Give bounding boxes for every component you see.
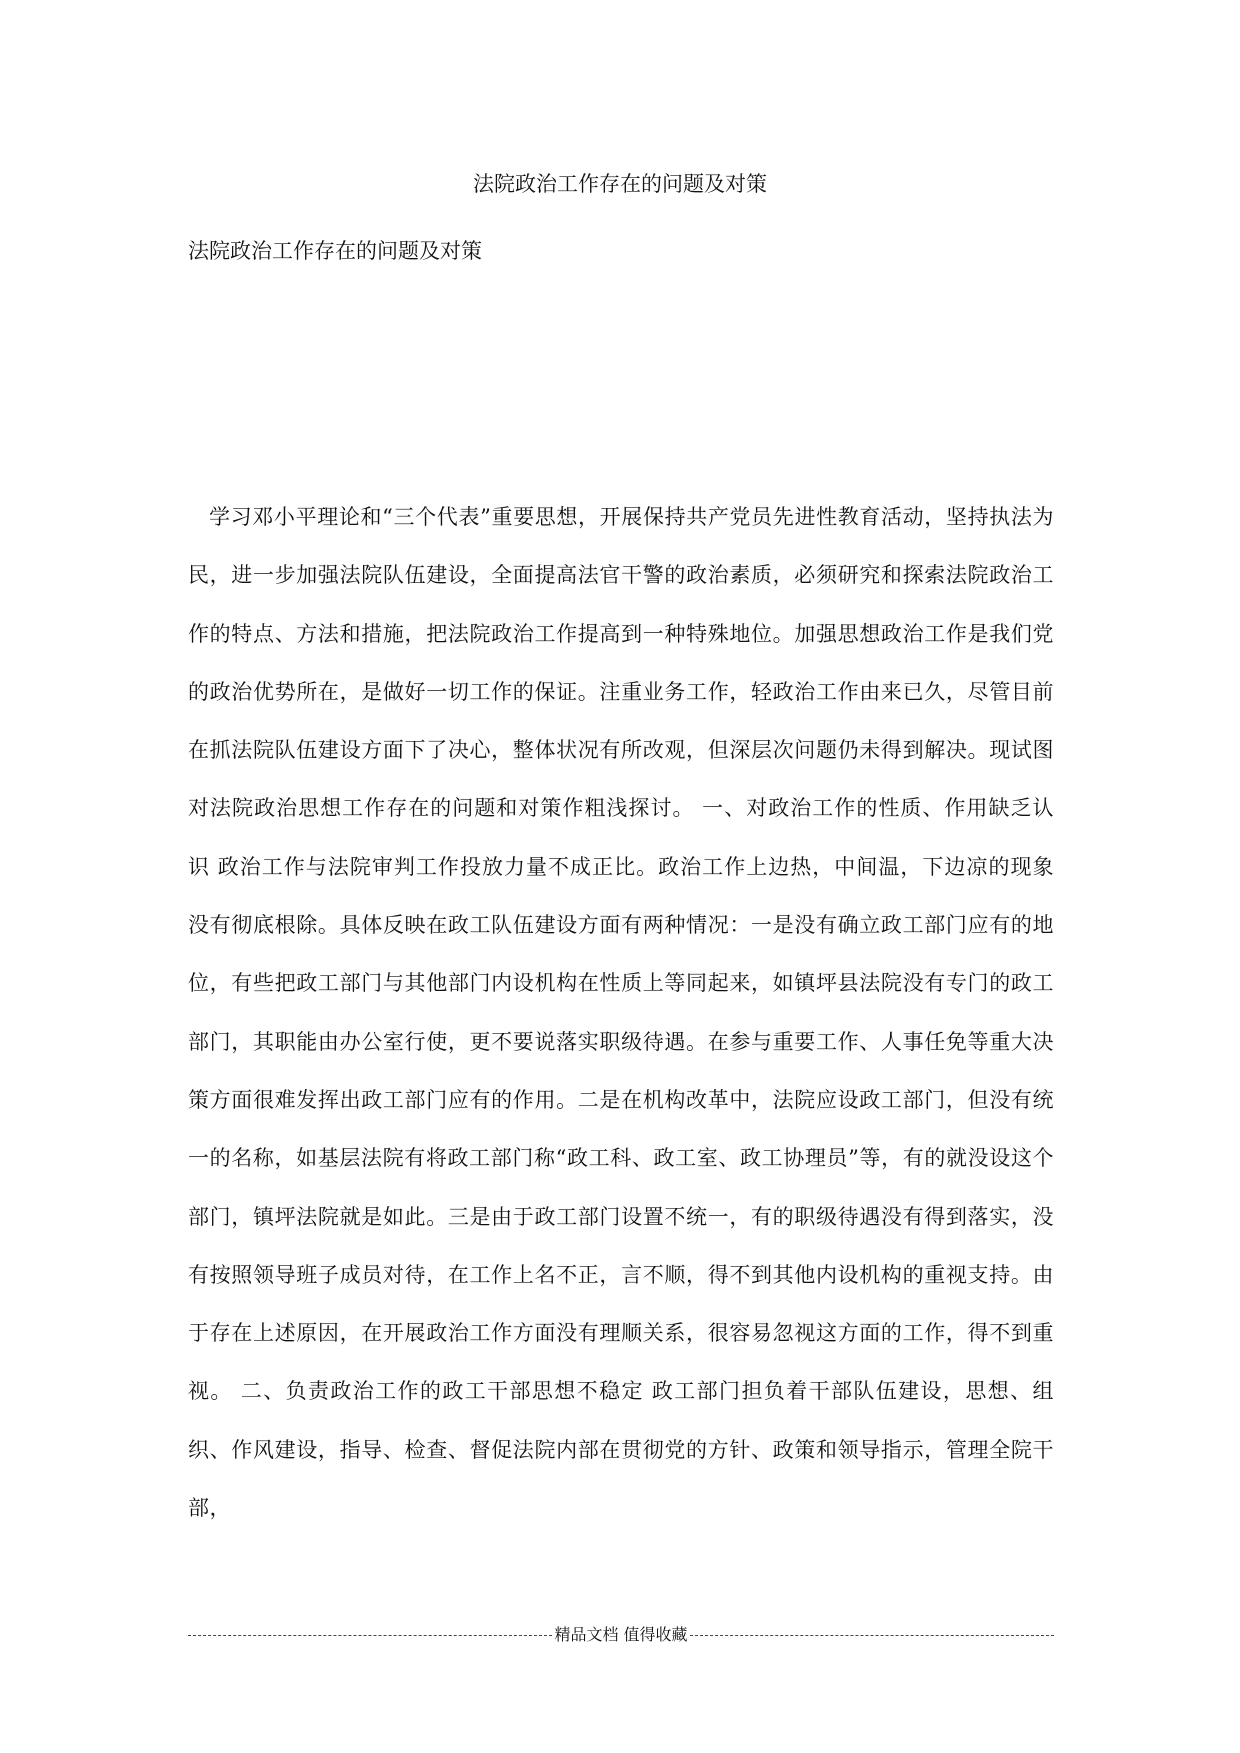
footer-divider-left	[188, 1635, 552, 1636]
page-footer	[188, 1625, 1054, 1645]
page-title: 法院政治工作存在的问题及对策	[473, 172, 767, 196]
body-paragraph: 学习邓小平理论和“三个代表”重要思想，开展保持共产党员先进性教育活动，坚持执法为民，进一步加强法院队伍建设，全面提高法官干警的政治素质，必须研究和探索法院政治工作的特点、方法和措施，把法院政治工作提高到一种特殊地位。加强思想政治工作是我们党的政治优势所在，是做好一切工作的保证。注重业务工作，轻政治工作由来已久，尽管目前在抓法院队伍建设方面下了决心，整体状况有所改观，但深层次问题仍未得到解决。现试图对法院政治思想工作存在的问题和对策作粗浅探讨。 一、对政治工作的性质、作用缺乏认识 政治工作与法院审判工作投放力量不成正比。政治工作上边热，中间温，下边凉的现象没有彻底根除。具体反映在政工队伍建设方面有两种情况：一是没有确立政工部门应有的地位，有些把政工部门与其他部门内设机构在性质上等同起来，如镇坪县法院没有专门的政工部门，其职能由办公室行使，更不要说落实职级待遇。在参与重要工作、人事任免等重大决策方面很难发挥出政工部门应有的作用。二是在机构改革中，法院应设政工部门，但没有统一的名称，如基层法院有将政工部门称“政工科、政工室、政工协理员”等，有的就没设这个部门，镇坪法院就是如此。三是由于政工部门设置不统一，有的职级待遇没有得到落实，没有按照领导班子成员对待，在工作上名不正，言不顺，得不到其他内设机构的重视支持。由于存在上述原因，在开展政治工作方面没有理顺关系，很容易忽视这方面的工作，得不到重视。 二、负责政治工作的政工干部思想不稳定 政工部门担负着干部队伍建设，思想、组织、作风建设，指导、检查、督促法院内部在贯彻党的方针、政策和领导指示，管理全院干部，	[188, 505, 1054, 1521]
footer-divider-right	[690, 1635, 1054, 1636]
footer-label: 精品文档 值得收藏	[554, 1625, 688, 1644]
document-subtitle: 法院政治工作存在的问题及对策	[188, 239, 482, 263]
